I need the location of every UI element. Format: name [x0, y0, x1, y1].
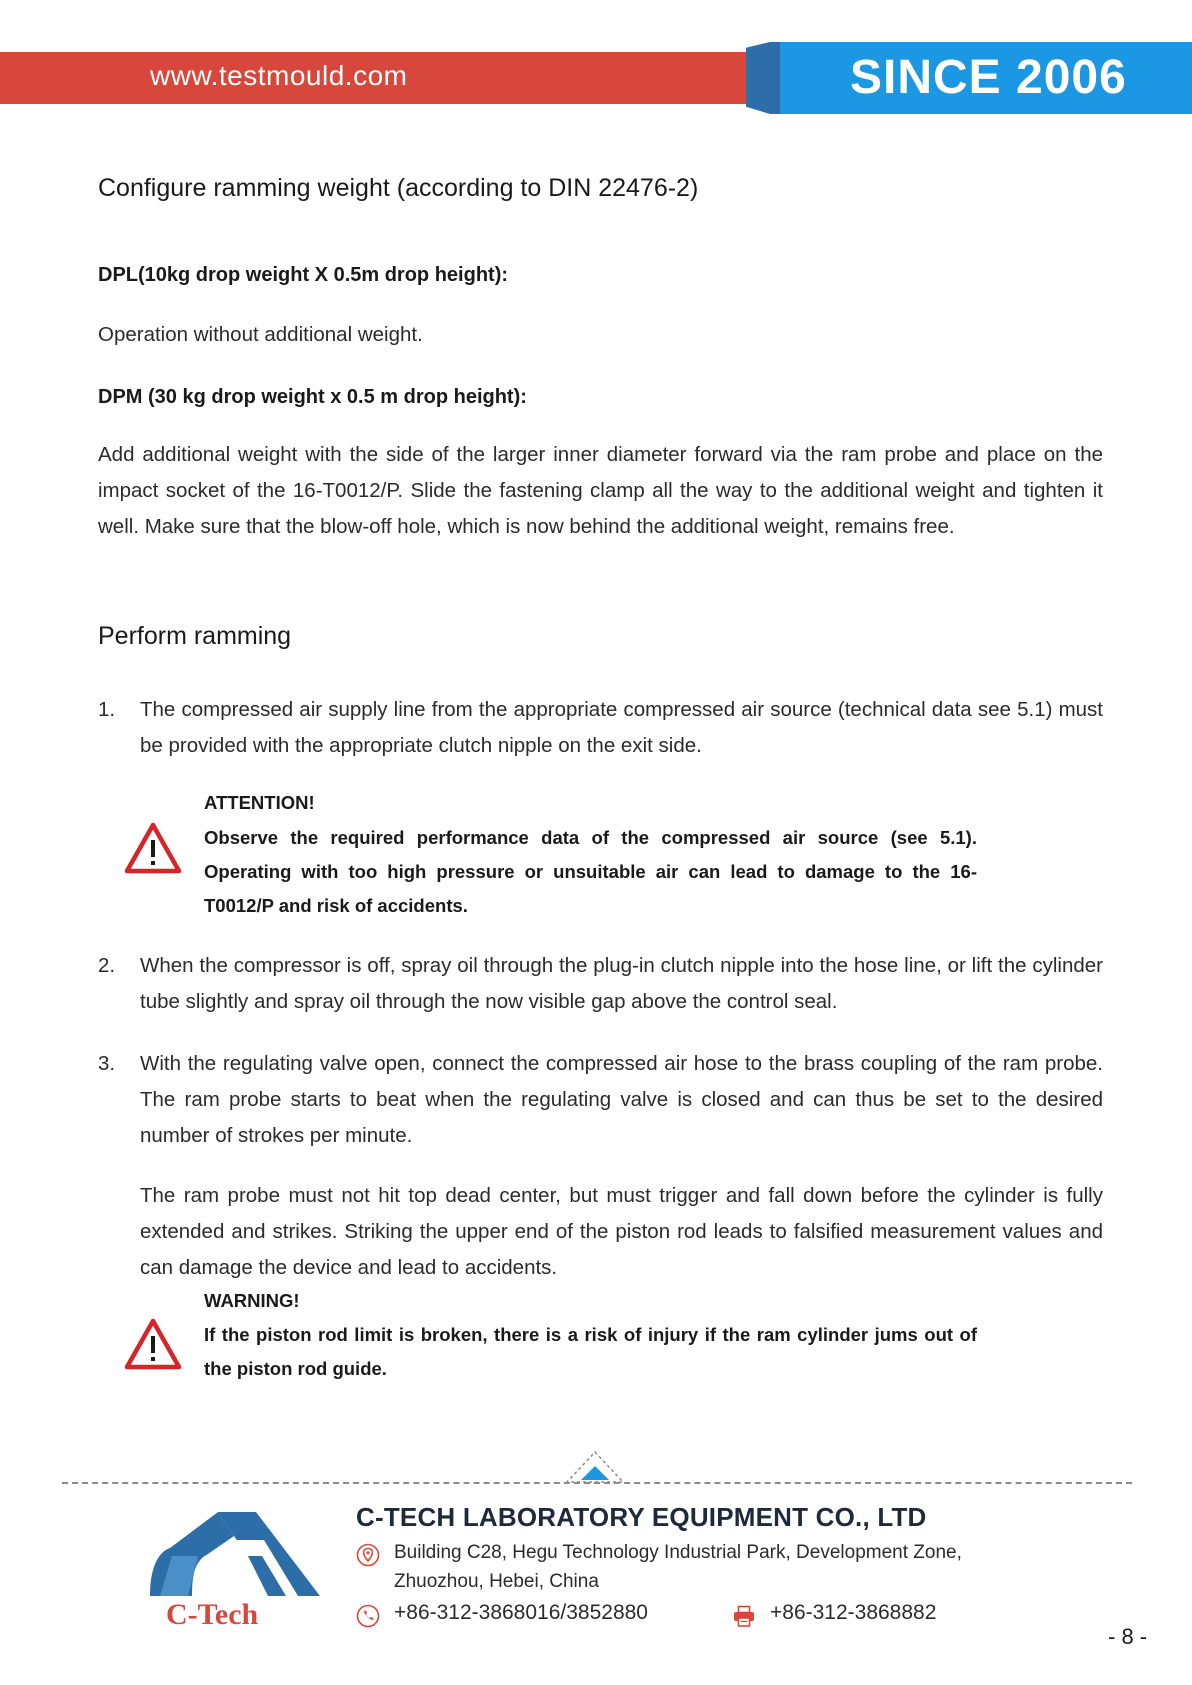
list-number: 2.	[98, 954, 116, 977]
company-name: C-TECH LABORATORY EQUIPMENT CO., LTD	[356, 1502, 927, 1532]
attention-text: Observe the required performance data of the compressed air source (see 5.1). Operating with too high pressure or unsuitable air can lead to damage to the 16-T0012/P and risk of accidents.	[204, 827, 977, 916]
page-number: - 8 -	[1108, 1624, 1148, 1649]
company-fax[interactable]: +86-312-3868882	[770, 1601, 937, 1624]
dpm-text: Add additional weight with the side of the larger inner diameter forward via the ram probe and place on the impact socket of the 16-T0012/P. Slide the fastening clamp all the way to the additional weight and tighten it well. Make sure that the blow-off hole, which is now behind the additional weight, remains free.	[98, 443, 1103, 538]
list-number: 1.	[98, 698, 116, 721]
section-heading-configure: Configure ramming weight (according to DIN 22476-2)	[98, 174, 699, 202]
warning-text: If the piston rod limit is broken, there is a risk of injury if the ram cylinder jums out of the piston rod guide.	[204, 1324, 977, 1379]
logo-text: C-Tech	[166, 1598, 259, 1630]
location-icon	[356, 1543, 380, 1567]
warning-title: WARNING!	[204, 1290, 300, 1311]
section-heading-perform: Perform ramming	[98, 622, 292, 650]
dpl-text: Operation without additional weight.	[98, 323, 423, 346]
since-label: SINCE 2006	[850, 51, 1127, 104]
company-phone[interactable]: +86-312-3868016/3852880	[394, 1601, 648, 1624]
step3-note: The ram probe must not hit top dead center, but must trigger and fall down before the cylinder is fully extended and strikes. Striking the upper end of the piston rod leads to falsified measurement values and can damage the device and lead to accidents.	[140, 1184, 1103, 1279]
phone-icon	[356, 1604, 380, 1628]
dpm-title: DPM (30 kg drop weight x 0.5 m drop height):	[98, 386, 527, 408]
list-number: 3.	[98, 1052, 116, 1075]
dpl-title: DPL(10kg drop weight X 0.5m drop height):	[98, 264, 509, 286]
list-text: When the compressor is off, spray oil through the plug-in clutch nipple into the hose line, or lift the cylinder tube slightly and spray oil through the now visible gap above the control seal.	[140, 954, 1103, 1013]
website-url[interactable]: www.testmould.com	[150, 60, 408, 91]
fax-printer-icon	[732, 1604, 756, 1628]
attention-title: ATTENTION!	[204, 792, 315, 813]
company-logo	[148, 1510, 320, 1630]
list-text: The compressed air supply line from the appropriate compressed air source (technical data see 5.1) must be provided with the appropriate clutch nipple on the exit side.	[140, 698, 1103, 757]
company-address: Building C28, Hegu Technology Industrial Park, Development Zone, Zhuozhou, Hebei, China	[394, 1542, 962, 1592]
warning-triangle-icon	[124, 1318, 182, 1370]
warning-triangle-icon	[124, 822, 182, 874]
footer-triangle-icon	[565, 1450, 625, 1484]
list-text: With the regulating valve open, connect the compressed air hose to the brass coupling of the ram probe. The ram probe starts to beat when the regulating valve is closed and can thus be set to the desired number of strokes per minute.	[140, 1052, 1103, 1147]
